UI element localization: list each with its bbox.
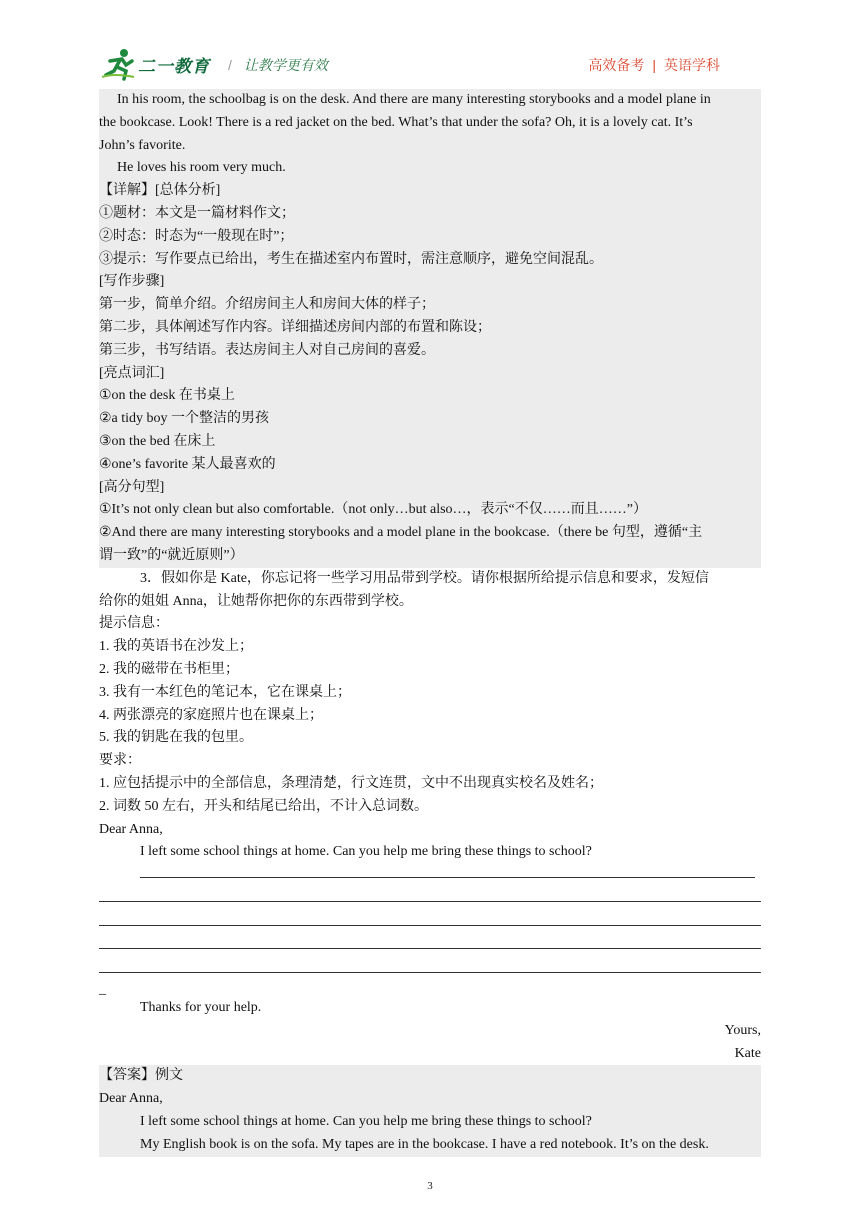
text-line: In his room, the schoolbag is on the desk. And there are many interesting storybooks and a model plane in [117,92,711,107]
text-line: ③提示：写作要点已给出，考生在描述室内布置时，需注意顺序，避免空间混乱。 [99,251,603,267]
letter-greeting: Dear Anna, [99,821,163,837]
section-heading: [写作步骤] [99,274,165,290]
section-heading: [亮点词汇] [99,365,165,381]
page-number: 3 [427,1180,433,1192]
text-line: 第二步，具体阐述写作内容。详细描述房间内部的布置和陈设； [99,319,491,335]
page-header [100,46,760,84]
letter-signature: Kate [734,1045,761,1061]
blank-underscore: _ [99,983,106,998]
text-line: the bookcase. Look! There is a red jacket on the bed. What’s that under the sofa? Oh, it is a lovely cat. It’s [99,114,693,130]
document-body [99,89,761,1157]
text-line: ①on the desk 在书桌上 [99,388,235,404]
header-tag-exam: 高效备考 [588,57,645,73]
text-line: ②时态：时态为“一般现在时”； [99,228,294,244]
answer-block-2 [99,1065,761,1156]
text-line: ②a tidy boy 一个整洁的男孩 [99,411,270,427]
text-line: 第三步，书写结语。表达房间主人对自己房间的喜爱。 [99,342,435,358]
header-separator: | [652,57,656,73]
section-heading: [高分句型] [99,479,165,495]
running-figure-logo-icon [100,47,136,81]
text-line: ③on the bed 在床上 [99,433,216,449]
letter-opening: I left some school things at home. Can you help me bring these things to school? [140,844,592,860]
text-line: ①It’s not only clean but also comfortable.（not only…but also…，表示“不仅……而且……”） [99,502,647,518]
hints-heading: 提示信息： [99,616,169,632]
text-line: I left some school things at home. Can you help me bring these things to school? [140,1114,592,1130]
text-line: ②And there are many interesting storybooks and a model plane in the bookcase.（there be 句型，遵循“主 [99,525,703,541]
answer-blank-line[interactable] [140,864,755,878]
text-line: 谓一致”的“就近原则”） [99,547,244,563]
text-line: ①题材：本文是一篇材料作文； [99,205,295,221]
slogan [228,55,328,75]
slogan-divider: / [228,57,232,73]
answer-blank-line[interactable] [99,912,761,926]
answer-blank-line[interactable] [99,959,761,973]
question-text: 3．假如你是 Kate，你忘记将一些学习用品带到学校。请你根据所给提示信息和要求，发短信 [140,570,709,586]
text-line: My English book is on the sofa. My tapes are in the bookcase. I have a red notebook. It’s on the desk. [140,1136,709,1152]
text-line: John’s favorite. [99,137,186,153]
hint-item: 2. 我的磁带在书柜里； [99,661,239,677]
letter-signoff: Yours, [724,1022,761,1038]
logo [100,46,210,82]
answer-block-1 [99,89,761,568]
requirements-heading: 要求： [99,753,141,769]
letter-closing: Thanks for your help. [140,1000,262,1016]
text-line: He loves his room very much. [117,160,286,176]
header-tag-subject: 英语学科 [664,57,720,73]
requirement-item: 1. 应包括提示中的全部信息，条理清楚，行文连贯，文中不出现真实校名及姓名； [99,775,603,791]
answer-blank-line[interactable] [99,935,761,949]
hint-item: 4. 两张漂亮的家庭照片也在课桌上； [99,707,323,723]
question-text: 给你的姐姐 Anna，让她帮你把你的东西带到学校。 [99,593,413,609]
text-line: 第一步，简单介绍。介绍房间主人和房间大体的样子； [99,297,435,313]
section-heading: 【详解】[总体分析] [99,183,221,199]
header-subject [588,55,720,75]
text-line: ④one’s favorite 某人最喜欢的 [99,456,276,472]
answer-blank-line[interactable] [99,888,761,902]
hint-item: 5. 我的钥匙在我的包里。 [99,730,253,746]
brand-name: 二一教育 [138,56,210,76]
hint-item: 1. 我的英语书在沙发上； [99,639,253,655]
hint-item: 3. 我有一本红色的笔记本，它在课桌上； [99,684,351,700]
requirement-item: 2. 词数 50 左右，开头和结尾已给出，不计入总词数。 [99,798,428,814]
text-line: Dear Anna, [99,1091,163,1107]
answer-heading: 【答案】例文 [99,1068,183,1084]
slogan-text: 让教学更有效 [243,57,328,73]
